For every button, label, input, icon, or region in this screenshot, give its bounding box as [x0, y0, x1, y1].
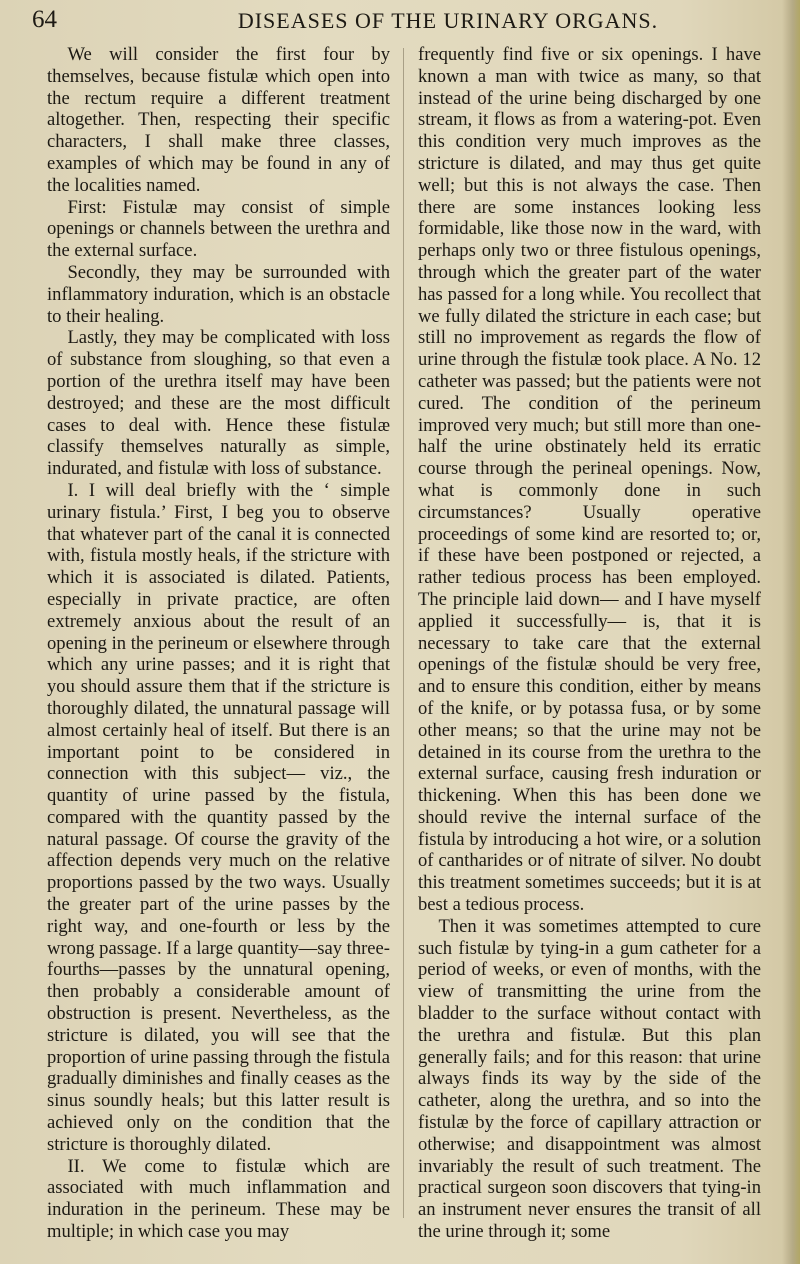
paragraph: Lastly, they may be complicated with loss of substance from sloughing, so that even a portion of the urethra itself may have been destroyed; and these are the most difficult cases to deal with. Hence these fistulæ classify themselves naturally as simple, indurated, and fistulæ with loss of substance.	[47, 327, 390, 480]
paragraph: Secondly, they may be surrounded with inflammatory induration, which is an obstacle to their healing.	[47, 261, 390, 327]
paragraph: II. We come to fistulæ which are associated with much inflammation and induration in the perineum. These may be multiple; in which case you may	[47, 1155, 390, 1243]
paragraph: I. I will deal briefly with the ‘ simple urinary fistula.’ First, I beg you to observe that whatever part of the canal it is connected with, fistula mostly heals, if the stricture with which it is associated is dilated. Patients, especially in private practice, are often extremely anxious about the result of an opening in the perineum or elsewhere through which any urine passes; and it is right that you should assure them that if the stricture is thoroughly dilated, the unnatural passage will almost certainly heal of itself. But there is an important point to be considered in connection with this subject— viz., the quantity of urine passed by the fistula, compared with the quantity passed by the natural passage. Of course the gravity of the affection depends very much on the relative proportions passed by the two ways. Usually the greater part of the urine passes by the right way, and one-fourth or less by the wrong passage. If a large quantity—say three-fourths—passes by the unnatural opening, then probably a considerable amount of obstruction is present. Nevertheless, as the stricture is dilated, you will see that the proportion of urine passing through the fistula gradually diminishes and finally ceases as the sinus soundly heals; but this latter result is achieved only on the condition that the stricture is thoroughly dilated.	[47, 479, 391, 1155]
page-edge-shadow	[782, 0, 800, 1264]
left-column	[47, 44, 390, 1243]
column-divider	[403, 48, 404, 1218]
right-column	[418, 44, 761, 1243]
page-number: 64	[32, 6, 57, 33]
page-header	[30, 6, 766, 42]
paragraph: First: Fistulæ may consist of simple openings or channels between the urethra and the external surface.	[47, 196, 390, 262]
running-head: DISEASES OF THE URINARY ORGANS.	[237, 8, 659, 33]
paragraph: frequently find five or six openings. I have known a man with twice as many, so that instead of the urine being discharged by one stream, it flows as from a watering-pot. Even this condition very much improves as the stricture is dilated, and may thus get quite well; but this is not always the case. Then there are some instances looking less formidable, like those now in the ward, with perhaps only two or three fistulous openings, through which the greater part of the water has passed for a long while. You recollect that we fully dilated the stricture in each case; but still no improvement as regards the flow of urine through the fistulæ took place. A No. 12 catheter was passed; but the patients were not cured. The condition of the perineum improved very much; but still more than one-half the urine obstinately held its erratic course through the perineal openings. Now, what is commonly done in such circumstances? Usually operative proceedings of some kind are resorted to; or, if these have been postponed or rejected, a rather tedious process has been employed. The principle laid down— and I have myself applied it successfully— is, that it is necessary to take care that the external openings of the fistulæ should be very free, and to ensure this condition, either by means of the knife, or by potassa fusa, or by some other means; so that the urine may not be detained in its course from the urethra to the external surface, causing fresh induration or thickening. When this has been done we should revive the internal surface of the fistula by introducing a hot wire, or a solution of cantharides or of nitrate of silver. No doubt this treatment sometimes succeeds; but it is at best a tedious process.	[418, 44, 761, 916]
paragraph: Then it was sometimes attempted to cure such fistulæ by tying-in a gum catheter for a period of weeks, or even of months, with the view of transmitting the urine from the bladder to the surface without contact with the urethra and fistulæ. But this plan generally fails; and for this reason: that urine always finds its way by the side of the catheter, along the urethra, and so into the fistulæ by the force of capillary attraction or otherwise; and disappointment was almost invariably the result of such treatment. The practical surgeon soon discovers that tying-in an instrument never ensures the transit of all the urine through it; some	[418, 915, 761, 1243]
paragraph: We will consider the first four by themselves, because fistulæ which open into the rectum require a different treatment altogether. Then, respecting their specific characters, I shall make three classes, examples of which may be found in any of the localities named.	[47, 44, 390, 196]
